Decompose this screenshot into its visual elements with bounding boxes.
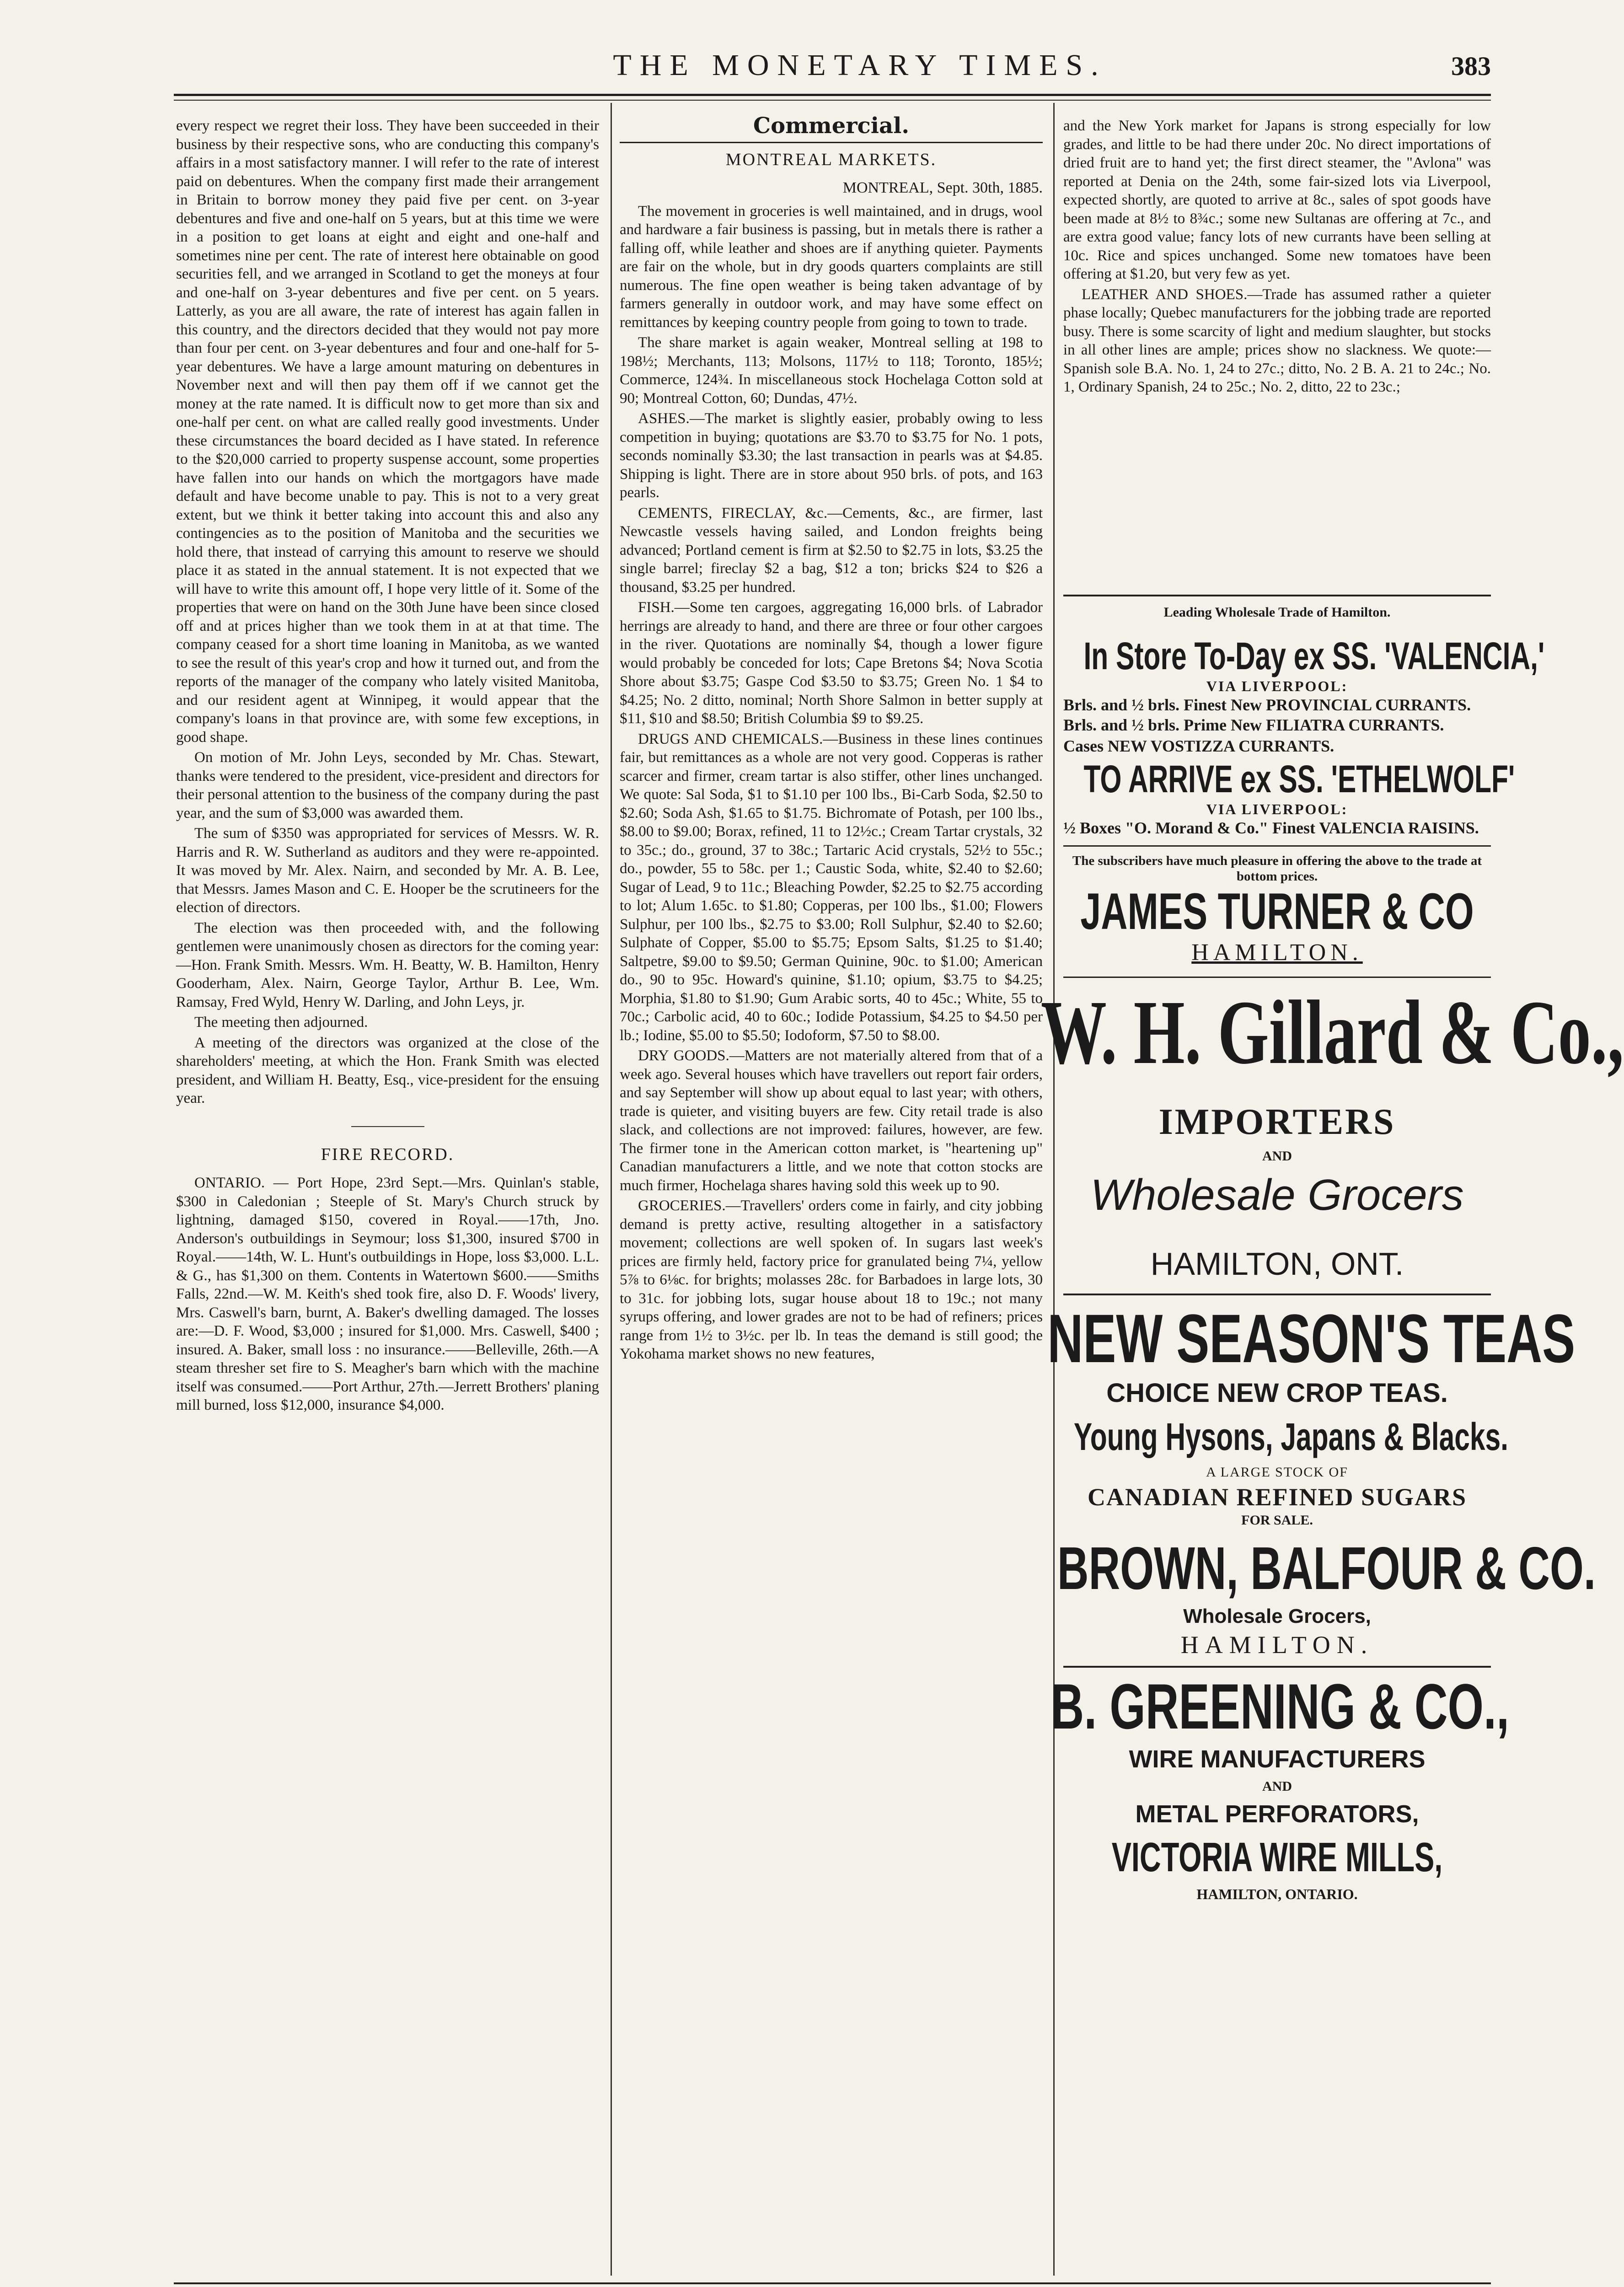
teas-title: NEW SEASON'S TEAS: [1047, 1300, 1576, 1377]
teas-kinds: Young Hysons, Japans & Blacks.: [1073, 1415, 1508, 1458]
balfour-name: BROWN, BALFOUR & CO.: [1057, 1535, 1596, 1602]
advertisements: [1040, 595, 1624, 1906]
ethelwolf-title: TO ARRIVE ex SS. 'ETHELWOLF': [1083, 757, 1515, 800]
greening-and: AND: [1262, 1779, 1292, 1794]
column-divider: [611, 103, 612, 2276]
gillard-city: HAMILTON, ONT.: [1150, 1246, 1404, 1282]
bottom-rule: [174, 2282, 1491, 2284]
greening-metal: METAL PERFORATORS,: [1135, 1800, 1419, 1828]
paragraph: every respect we regret their loss. They have been succeeded in their business by their respective sons, who are conducting this company's affairs in a most satisfactory manner. I will refer to the rate of interest paid on debentures. When the company first made their arrangement in Britain to borrow money they paid five per cent. on 3-year debentures and five and one-half on 5 years, but at this time we were in a position to get loans at eight and eight and one-half and sometimes nine per cent. The rate of interest here obtainable on good securities fell, and we arranged in Scotland to get the moneys at four and one-half on 3-year debentures and five per cent. on 5 years. Latterly, as you are all aware, the rate of interest has again fallen in this country, and the directors decided that they would not pay more than four per cent. on 3-year debentures and four and one-half for 5-year debentures. We have a large amount maturing on debentures in November next and will then pay them off if we cannot get the money at the rate named. It is difficult now to get more than six and one-half per cent. on what are called really good investments. Under these circumstances the board decided as I have stated. In reference to the $20,000 carried to property suspense account, some properties have fallen into our hands on which the mortgagors have made default and have become unable to pay. This is not to a very great extent, but we think it better taking into account this and also any contingencies as to the position of Manitoba and the securities we hold there, that instead of carrying this amount to reserve we should place it as stated in the annual statement. It is not expected that we will have to write this amount off, I hope very little of it. Some of the properties that were on hand on the 30th June have been since closed off and at prices higher than we took them in at at that time. The company ceased for a short time loaning in Manitoba, as we wanted to see the result of this year's crop and how it turned out, and from the reports of the manager of the company who lately visited Manitoba, and our resident agent at Winnipeg, it would appear that the company's loans in that province are, with some few exceptions, in good shape.: [176, 118, 599, 746]
ethelwolf-line: ½ Boxes "O. Morand & Co." Finest VALENCIA RAISINS.: [1063, 819, 1479, 837]
paragraph: FISH.—Some ten cargoes, aggregating 16,000 brls. of Labrador herrings are already to hand, and there are three or four other cargoes in the river. Quotations are nominally $4, though a lower figure would probably be conceded for lots; Cape Bretons $4; Nova Scotia Shore about $3.75; Gaspe Cod $3.50 to $3.75; Green No. 1 $4 to $4.25; No. 2 ditto, nominal; North Shore Salmon in better supply at $11, $10 and $8.50; British Columbia $9 to $9.25.: [620, 599, 1043, 727]
sugars-sale: FOR SALE.: [1241, 1513, 1313, 1528]
paragraph: DRY GOODS.—Matters are not materially altered from that of a week ago. Several houses which have travellers out report fair orders, and say September will show up about equal to last year; with others, trade is quieter, and visiting buyers are few. City retail trade is also slack, and collections are not improved: failures, however, are few. The firmer tone in the American cotton market, is "heartening up" Canadian manufacturers a little, and we note that cotton stocks are much firmer, Hochelaga shares having sold this week up to 90.: [620, 1047, 1043, 1194]
fire-record-title: FIRE RECORD.: [321, 1144, 455, 1164]
paragraph: GROCERIES.—Travellers' orders come in fairly, and city jobbing demand is pretty active, resulting altogether in a satisfactory movement; collections are well spoken of. In sugars last week's prices are firmly held, factory price for granulated being 7¼, yellow 5⅞ to 6⅛c. for brights; molasses 28c. for Barbadoes in large lots, 30 to 31c. for jobbing lots, sugar house about 18 to 19c.; not many syrups offering, and lower grades are not to be had of refiners; prices range from 1½ to 3½c. per lb. In teas the demand is still good; the Yokohama market shows no new features,: [620, 1197, 1043, 1362]
sugars-stock: A LARGE STOCK OF: [1206, 1465, 1348, 1480]
valencia-line: Brls. and ½ brls. Finest New PROVINCIAL CURRANTS.: [1063, 696, 1471, 714]
masthead-rule-thin: [174, 100, 1491, 101]
dateline: MONTREAL, Sept. 30th, 1885.: [842, 179, 1043, 196]
turner-city: HAMILTON.: [1191, 939, 1363, 966]
paragraph: The movement in groceries is well maintained, and in drugs, wool and hardware a fair business is passing, but in metals there is rather a falling off, while leather and shoes are if anything quieter. Payments are fair on the whole, but in dry goods quarters complaints are still numerous. The fine open weather is being taken advantage of by farmers generally in outdoor work, and may have some effect on remittances by keeping country people from going to town to trade.: [620, 203, 1043, 331]
paragraph: On motion of Mr. John Leys, seconded by Mr. Chas. Stewart, thanks were tendered to the president, vice-president and directors for their personal attention to the business of the company during the past year, and the sum of $3,000 was awarded them.: [176, 749, 599, 821]
paragraph: The election was then proceeded with, and the following gentlemen were unanimously chosen as directors for the coming year:—Hon. Frank Smith. Messrs. Wm. H. Beatty, W. B. Hamilton, Henry Gooderham, Alex. Nairn, George Taylor, Arthur B. Lee, Wm. Ramsay, Fred Wyld, Henry W. Darling, and John Leys, jr.: [176, 919, 599, 1010]
greening-name: B. GREENING & CO.,: [1051, 1670, 1509, 1742]
section-separator: [351, 1126, 424, 1127]
column-divider: [1053, 103, 1055, 2276]
paragraph: The meeting then adjourned.: [194, 1014, 368, 1031]
greening-wire: WIRE MANUFACTURERS: [1129, 1745, 1426, 1773]
valencia-via: VIA LIVERPOOL:: [1206, 678, 1348, 694]
balfour-desc: Wholesale Grocers,: [1183, 1605, 1371, 1627]
ad-rule: [1063, 595, 1491, 596]
gillard-importers: IMPORTERS: [1158, 1102, 1396, 1142]
montreal-markets-title: MONTREAL MARKETS.: [725, 150, 937, 169]
paragraph: The share market is again weaker, Montreal selling at 198 to 198½; Merchants, 113; Molsons, 117½ to 118; Toronto, 185½; Commerce, 124¾. In miscellaneous stock Hochelaga Cotton sold at 90; Montreal Cotton, 60; Dundas, 47½.: [620, 334, 1043, 407]
commercial-title: Commercial.: [753, 113, 910, 139]
paragraph: LEATHER AND SHOES.—Trade has assumed rather a quieter phase locally; Quebec manufacturers for the jobbing trade are reported busy. There is some scarcity of light and medium slaughter, but stocks in all other lines are ample; prices show no slackness. We quote:—Spanish sole B.A. No. 1, 24 to 27c.; ditto, No. 2 B. A. 21 to 24c.; No. 1, Ordinary Spanish, 24 to 25c.; No. 2, ditto, 22 to 23c.;: [1063, 286, 1491, 395]
balfour-city: HAMILTON.: [1180, 1631, 1374, 1659]
turner-name: JAMES TURNER & CO: [1080, 883, 1474, 940]
paragraph: and the New York market for Japans is strong especially for low grades, and little to be had there under 20c. No direct importations of dried fruit are to hand yet; the first direct steamer, the "Avlona" was reported at Denia on the 24th, some fair-sized lots via Liverpool, expected shortly, are quoted to arrive at 8c., sales of spot goods have been made at 8½ to 8¾c.; some new Sultanas are offering at 7c., and are extra good value; fancy lots of new currants have been selling at 10c. Rice and spices unchanged. Some new tomatoes have been offering at $1.20, but very few as yet.: [1063, 118, 1491, 282]
paragraph: The sum of $350 was appropriated for services of Messrs. W. R. Harris and R. W. Sutherland as auditors and they were re-appointed. It was moved by Mr. Alex. Nairn, and seconded by Mr. A. B. Lee, that Messrs. James Mason and C. E. Hooper be the scrutineers for the election of directors.: [176, 825, 599, 916]
subscribers-note: The subscribers have much pleasure in offering the above to the trade at bottom prices.: [1072, 854, 1482, 884]
ad-rule: [1063, 977, 1491, 978]
paragraph: A meeting of the directors was organized at the close of the shareholders' meeting, at which the Hon. Frank Smith was elected president, and William H. Beatty, Esq., vice-president for the ensuing year.: [176, 1034, 599, 1106]
ad-rule: [1063, 1666, 1491, 1668]
masthead-rule: [174, 94, 1491, 96]
paragraph: DRUGS AND CHEMICALS.—Business in these lines continues fair, but remittances as a whole are not very good. Copperas is rather scarcer and firmer, cream tartar is also stiffer, other lines unchanged. We quote: Sal Soda, $1 to $1.10 per 100 lbs., Bi-Carb Soda, $2.50 to $2.60; Soda Ash, $1.65 to $1.75. Bichromate of Potash, per 100 lbs., $8.00 to $9.00; Borax, refined, 11 to 12½c.; Cream Tartar crystals, 32 to 35c.; do., ground, 37 to 38c.; Tartaric Acid crystals, 52½ to 55c.; do., powder, 55 to 58c. per 1.; Caustic Soda, white, $2.40 to $2.60; Sugar of Lead, 9 to 11c.; Bleaching Powder, $2.25 to $2.75 according to lot; Alum 1.65c. to $1.80; Copperas, per 100 lbs., $1.00; Flowers Sulphur, per 100 lbs., $2.75 to $3.00; Roll Sulphur, $2.40 to $2.60; Sulphate of Copper, $5.00 to $5.75; Epsom Salts, $1.25 to $1.40; Saltpetre, $9.00 to $9.50; German Quinine, 90c. to $1.00; American do., 90 to 95c. Howard's quinine, $1.10; opium, $3.75 to $4.25; Morphia, $1.80 to $1.90; Gum Arabic sorts, 40 to 45c.; White, 55 to 70c.; Carbolic acid, 40 to 60c.; Iodide Potassium, $4.25 to $4.50 per lb.; Iodine, $5.00 to $5.50; Iodoform, $7.50 to $8.00.: [620, 730, 1043, 1044]
masthead-title: THE MONETARY TIMES.: [613, 48, 1107, 82]
column-middle: [620, 113, 1043, 1365]
teas-sub: CHOICE NEW CROP TEAS.: [1106, 1378, 1448, 1408]
greening-city: HAMILTON, ONTARIO.: [1196, 1886, 1358, 1902]
paragraph: CEMENTS, FIRECLAY, &c.—Cements, &c., are firmer, last Newcastle vessels having sailed, and London freights being advanced; Portland cement is firm at $2.50 to $2.75 in lots, $3.25 the single barrel; fireclay $2 a bag, $12 a ton; bricks $24 to $26 a thousand, $3.25 per hundred.: [620, 505, 1043, 596]
section-separator: [620, 142, 1043, 143]
valencia-line: Cases NEW VOSTIZZA CURRANTS.: [1063, 737, 1335, 755]
page-number: 383: [1451, 51, 1491, 81]
gillard-and: AND: [1262, 1149, 1292, 1164]
valencia-line: Brls. and ½ brls. Prime New FILIATRA CURRANTS.: [1063, 716, 1444, 734]
ads-header: Leading Wholesale Trade of Hamilton.: [1163, 605, 1391, 620]
ad-rule: [1063, 845, 1491, 847]
column-right: [1063, 117, 1491, 398]
gillard-grocers: Wholesale Grocers: [1090, 1170, 1464, 1219]
ethelwolf-via: VIA LIVERPOOL:: [1206, 801, 1348, 817]
paragraph: ONTARIO. — Port Hope, 23rd Sept.—Mrs. Quinlan's stable, $300 in Caledonian ; Steeple of St. Mary's Church struck by lightning, damaged $150, covered in Royal.——17th, Jno. Anderson's outbuildings in Seymour; loss $1,300, insured $700 in Royal.——14th, W. L. Hunt's outbuildings in Hope, loss $3,000. L.L. & G., has $1,300 on them. Contents in Watertown $600.——Smiths Falls, 22nd.—W. M. Keith's shed took fire, also D. F. Woods' livery, Mrs. Caswell's barn, burnt, A. Baker's dwelling damaged. The losses are:—D. F. Wood, $3,000 ; insured for $1,000. Mrs. Caswell, $400 ; insured. A. Baker, small loss : no insurance.——Belleville, 26th.—A steam thresher set fire to S. Meagher's barn which with the machine itself was consumed.——Port Arthur, 27th.—Jerrett Brothers' planing mill burned, loss $12,000, insurance $4,000.: [176, 1175, 599, 1413]
masthead: [174, 48, 1491, 89]
ad-rule: [1063, 1294, 1491, 1295]
greening-mills: VICTORIA WIRE MILLS,: [1111, 1835, 1443, 1880]
sugars-title: CANADIAN REFINED SUGARS: [1087, 1483, 1467, 1511]
valencia-title: In Store To-Day ex SS. 'VALENCIA,': [1083, 634, 1545, 677]
column-left: [176, 117, 599, 1417]
gillard-name: W. H. Gillard & Co.,: [1040, 982, 1624, 1083]
paragraph: ASHES.—The market is slightly easier, probably owing to less competition in buying; quotations are $3.70 to $3.75 for No. 1 pots, seconds nominally $3.30; the last transaction in pearls was at $4.85. Shipping is light. There are in store about 950 brls. of pots, and 163 pearls.: [620, 410, 1043, 501]
